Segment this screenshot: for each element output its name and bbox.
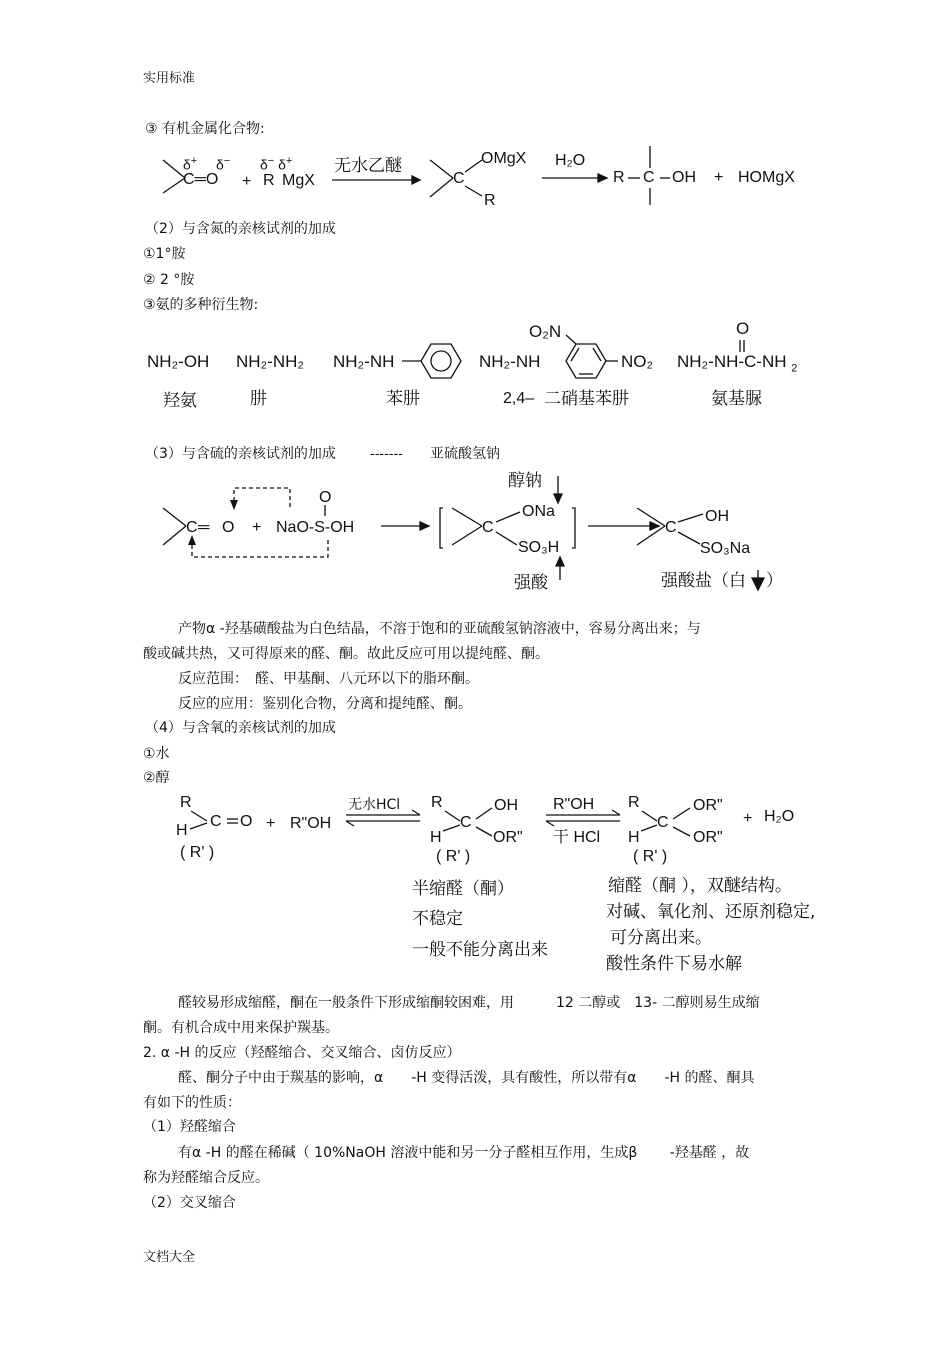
r3-prod-so3na: SO₃Na — [700, 540, 751, 557]
paragraph-acetal-2: 酮。有机合成中用来保护羰基。 — [143, 1020, 339, 1036]
section-alpha-h-heading: 2. α -H 的反应（羟醛缩合、交叉缩合、卤仿反应） — [143, 1045, 461, 1061]
r3-prod-oh: OH — [705, 508, 729, 525]
section-sulfur-reagent: 亚硫酸氢钠 — [430, 446, 500, 462]
secondary-amine-item: ② 2 °胺 — [143, 272, 195, 288]
r4-o: O — [240, 813, 253, 830]
r4-acetal-h: H — [628, 829, 640, 846]
paragraph-aldol-2: 称为羟醛缩合反应。 — [143, 1170, 269, 1186]
acetal-note-3: 可分离出来。 — [610, 928, 712, 948]
section-oxygen-heading: （4）与含氧的亲核试剂的加成 — [145, 720, 336, 736]
homgx-label: HOMgX — [738, 169, 795, 186]
paragraph-scope: 反应范围： 醛、甲基酮、八元环以下的脂环酮。 — [178, 671, 479, 687]
omgx-label: OMgX — [481, 150, 527, 167]
r3-carbon: C — [186, 519, 198, 536]
paragraph-product-1: 产物α -羟基磺酸盐为白色结晶，不溶于饱和的亚硫酸氢钠溶液中，容易分离出来；与 — [178, 621, 701, 637]
acetal-note-2: 对碱、氧化剂、还原剂稳定, — [606, 902, 816, 922]
r4-r: R — [180, 794, 192, 811]
product-c: C — [643, 169, 655, 186]
r4-cond-alcohol: R"OH — [553, 796, 595, 813]
strong-acid-salt-end: ） — [766, 571, 783, 591]
section-sulfur-heading: （3）与含硫的亲核试剂的加成 — [145, 446, 336, 462]
r3-ona: ONa — [522, 503, 555, 520]
paragraph-alpha-h-1: 醛、酮分子中由于羰基的影响，α -H 变得活泼，具有酸性，所以带有α -H 的醛、酮具 — [178, 1070, 755, 1086]
dnph-formula: NH₂-NH — [479, 352, 541, 371]
r4-cond-anhydrous-hcl: 无水HCl — [348, 797, 401, 813]
paragraph-aldol-1: 有α -H 的醛在稀碱（ 10%NaOH 溶液中能和另一分子醛相互作用，生成β -羟基醛 ，故 — [178, 1145, 750, 1161]
alkoxide-label: 醇钠 — [508, 471, 542, 491]
delta-minus-label: δ− — [216, 155, 231, 173]
paragraph-acetal-1: 醛较易形成缩醛，酮在一般条件下形成缩酮较困难，用 12 二醇或 13- 二醇则易生成缩 — [178, 995, 760, 1011]
bisulfite-formula: NaO-S-OH — [276, 519, 355, 536]
r4-water: H₂O — [764, 808, 795, 825]
r4-c: C — [210, 813, 222, 830]
r4-plus: + — [266, 815, 276, 832]
intermediate-c: C — [453, 170, 465, 187]
product-r: R — [613, 169, 625, 186]
semicarbazide-formula: NH₂-NH-C-NH $_2$ — [677, 352, 798, 375]
r4-rprime: ( R' ) — [180, 844, 215, 861]
dnph-name: 二硝基苯肼 — [544, 389, 629, 409]
r4-acetal-r: R — [628, 794, 640, 811]
section-nitrogen-heading: （2）与含氮的亲核试剂的加成 — [145, 221, 336, 237]
r4-alcohol: R"OH — [290, 815, 332, 832]
r4-h: H — [176, 822, 188, 839]
r4-acetal-or2: OR" — [693, 829, 723, 846]
grignard-r: R — [263, 172, 275, 189]
r3-sulfur-o: O — [319, 489, 332, 506]
page-footer: 文档大全 — [143, 1250, 196, 1265]
r4-hemi-r: R — [431, 794, 443, 811]
section-sulfur-dash: ------- — [370, 447, 403, 462]
semicarbazide-o: O — [736, 319, 750, 338]
strong-acid-label: 强酸 — [514, 573, 548, 593]
paragraph-alpha-h-2: 有如下的性质： — [143, 1095, 241, 1111]
semicarbazide-name: 氨基脲 — [711, 389, 762, 409]
r3-oxygen: O — [222, 519, 235, 536]
grignard-mgx: MgX — [282, 172, 315, 189]
carbonyl-co: C═O — [183, 171, 219, 188]
hydrazine-name: 肼 — [250, 389, 267, 409]
plus-sign: + — [242, 173, 252, 190]
r3-so3h: SO₃H — [518, 539, 560, 556]
plus-sign-2: + — [714, 169, 724, 186]
page-header: 实用标准 — [143, 71, 196, 86]
section-organometal-heading: ③ 有机金属化合物: — [145, 121, 265, 137]
delta-plus-label: δ+ — [183, 155, 198, 173]
r3-plus: + — [252, 519, 262, 536]
phenylhydrazine-name: 苯肼 — [386, 389, 420, 409]
hydrazine-formula: NH₂-NH₂ — [236, 352, 304, 371]
ammonia-derivatives-item: ③氨的多种衍生物: — [143, 297, 259, 313]
acetal-note-1: 缩醛（酮 ），双醚结构。 — [608, 876, 792, 896]
r4-acetal-rprime: ( R' ) — [633, 848, 668, 865]
water-item: ①水 — [143, 746, 170, 762]
primary-amine-item: ①1°胺 — [143, 246, 186, 262]
r4-cond-dry-hcl: 干 HCl — [553, 829, 601, 846]
r3-double-bond: ═ — [198, 519, 210, 536]
r3-int-c: C — [482, 519, 494, 536]
intermediate-r: R — [484, 192, 496, 209]
r4-hemi-or: OR" — [493, 829, 523, 846]
paragraph-application: 反应的应用：鉴别化合物，分离和提纯醛、酮。 — [178, 696, 472, 712]
cross-condensation-heading: （2）交叉缩合 — [143, 1195, 236, 1211]
hemiacetal-note-2: 不稳定 — [412, 909, 463, 929]
delta-minus-r: δ− δ+ — [260, 155, 293, 173]
r4-hemi-oh: OH — [494, 797, 518, 814]
r4-acetal-c: C — [657, 814, 669, 831]
paragraph-product-2: 酸或碱共热，又可得原来的醛、酮。故此反应可用以提纯醛、酮。 — [143, 646, 549, 662]
hemiacetal-note-3: 一般不能分离出来 — [412, 940, 548, 960]
hemiacetal-note-1: 半缩醛（酮） — [412, 879, 514, 899]
r4-hemi-rprime: ( R' ) — [436, 848, 471, 865]
hydroxylamine-name: 羟氨 — [163, 391, 197, 411]
phenylhydrazine-formula: NH₂-NH — [333, 352, 395, 371]
water-label: H₂O — [555, 152, 586, 169]
nitro-group-right: NO₂ — [621, 352, 654, 371]
nitro-group-top: O₂N — [529, 322, 562, 341]
strong-acid-salt-label: 强酸盐（白 — [661, 571, 746, 591]
r4-hemi-c: C — [460, 814, 472, 831]
aldol-heading: （1）羟醛缩合 — [143, 1119, 236, 1135]
condition-ether: 无水乙醚 — [334, 156, 402, 176]
dnph-number: 2,4– — [503, 390, 535, 407]
alcohol-item: ②醇 — [143, 770, 170, 786]
product-oh: OH — [672, 169, 696, 186]
r3-prod-c: C — [665, 519, 677, 536]
r4-acetal-or1: OR" — [693, 797, 723, 814]
acetal-note-4: 酸性条件下易水解 — [606, 954, 742, 974]
hydroxylamine-formula: NH₂-OH — [147, 352, 210, 371]
r4-plus-2: + — [743, 810, 753, 827]
r4-hemi-h: H — [430, 829, 442, 846]
